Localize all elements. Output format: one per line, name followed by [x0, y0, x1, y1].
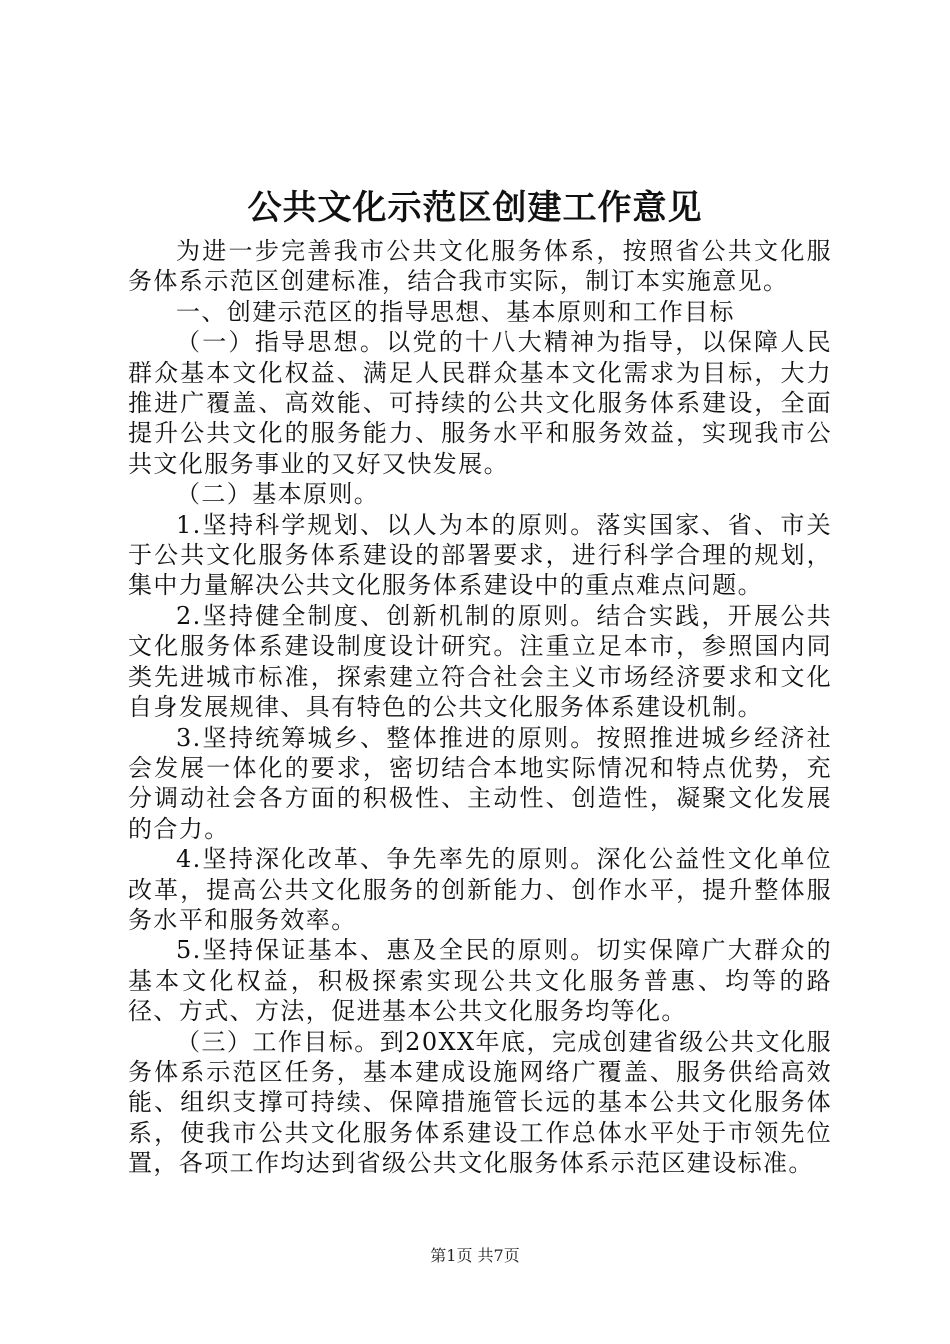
principle-5-paragraph: 5.坚持保证基本、惠及全民的原则。切实保障广大群众的基本文化权益，积极探索实现公共文化服务普惠、均等的路径、方式、方法，促进基本公共文化服务均等化。 [128, 936, 832, 1026]
document-body [128, 236, 832, 1179]
principle-4-paragraph: 4.坚持深化改革、争先率先的原则。深化公益性文化单位改革，提高公共文化服务的创新能力、创作水平，提升整体服务水平和服务效率。 [128, 845, 832, 934]
section-heading: 一、创建示范区的指导思想、基本原则和工作目标 [176, 297, 735, 326]
work-goal-paragraph: （三）工作目标。到20XX年底，完成创建省级公共文化服务体系示范区任务，基本建成设施网络广覆盖、服务供给高效能、组织支撑可持续、保障措施管长远的基本公共文化服务体系，使我市公共文化服务体系建设工作总体水平处于市领先位置，各项工作均达到省级公共文化服务体系示范区建设标准。 [128, 1027, 832, 1178]
intro-paragraph: 为进一步完善我市公共文化服务体系，按照省公共文化服务体系示范区创建标准，结合我市实际，制订本实施意见。 [128, 237, 832, 296]
principle-3-paragraph: 3.坚持统筹城乡、整体推进的原则。按照推进城乡经济社会发展一体化的要求，密切结合本地实际情况和特点优势，充分调动社会各方面的积极性、主动性、创造性，凝聚文化发展的合力。 [128, 723, 832, 843]
basic-principles-heading: （二）基本原则。 [176, 480, 380, 509]
page-number-footer: 第1页 共7页 [430, 1246, 520, 1265]
document-title: 公共文化示范区创建工作意见 [247, 188, 703, 228]
principle-2-paragraph: 2.坚持健全制度、创新机制的原则。结合实践，开展公共文化服务体系建设制度设计研究。注重立足本市，参照国内同类先进城市标准，探索建立符合社会主义市场经济要求和文化自身发展规律、具有特色的公共文化服务体系建设机制。 [128, 601, 832, 722]
guiding-thought-paragraph: （一）指导思想。以党的十八大精神为指导，以保障人民群众基本文化权益、满足人民群众基本文化需求为目标，大力推进广覆盖、高效能、可持续的公共文化服务体系建设，全面提升公共文化的服务能力、服务水平和服务效益，实现我市公共文化服务事业的又好又快发展。 [128, 328, 832, 478]
principle-1-paragraph: 1.坚持科学规划、以人为本的原则。落实国家、省、市关于公共文化服务体系建设的部署要求，进行科学合理的规划，集中力量解决公共文化服务体系建设中的重点难点问题。 [128, 510, 832, 600]
